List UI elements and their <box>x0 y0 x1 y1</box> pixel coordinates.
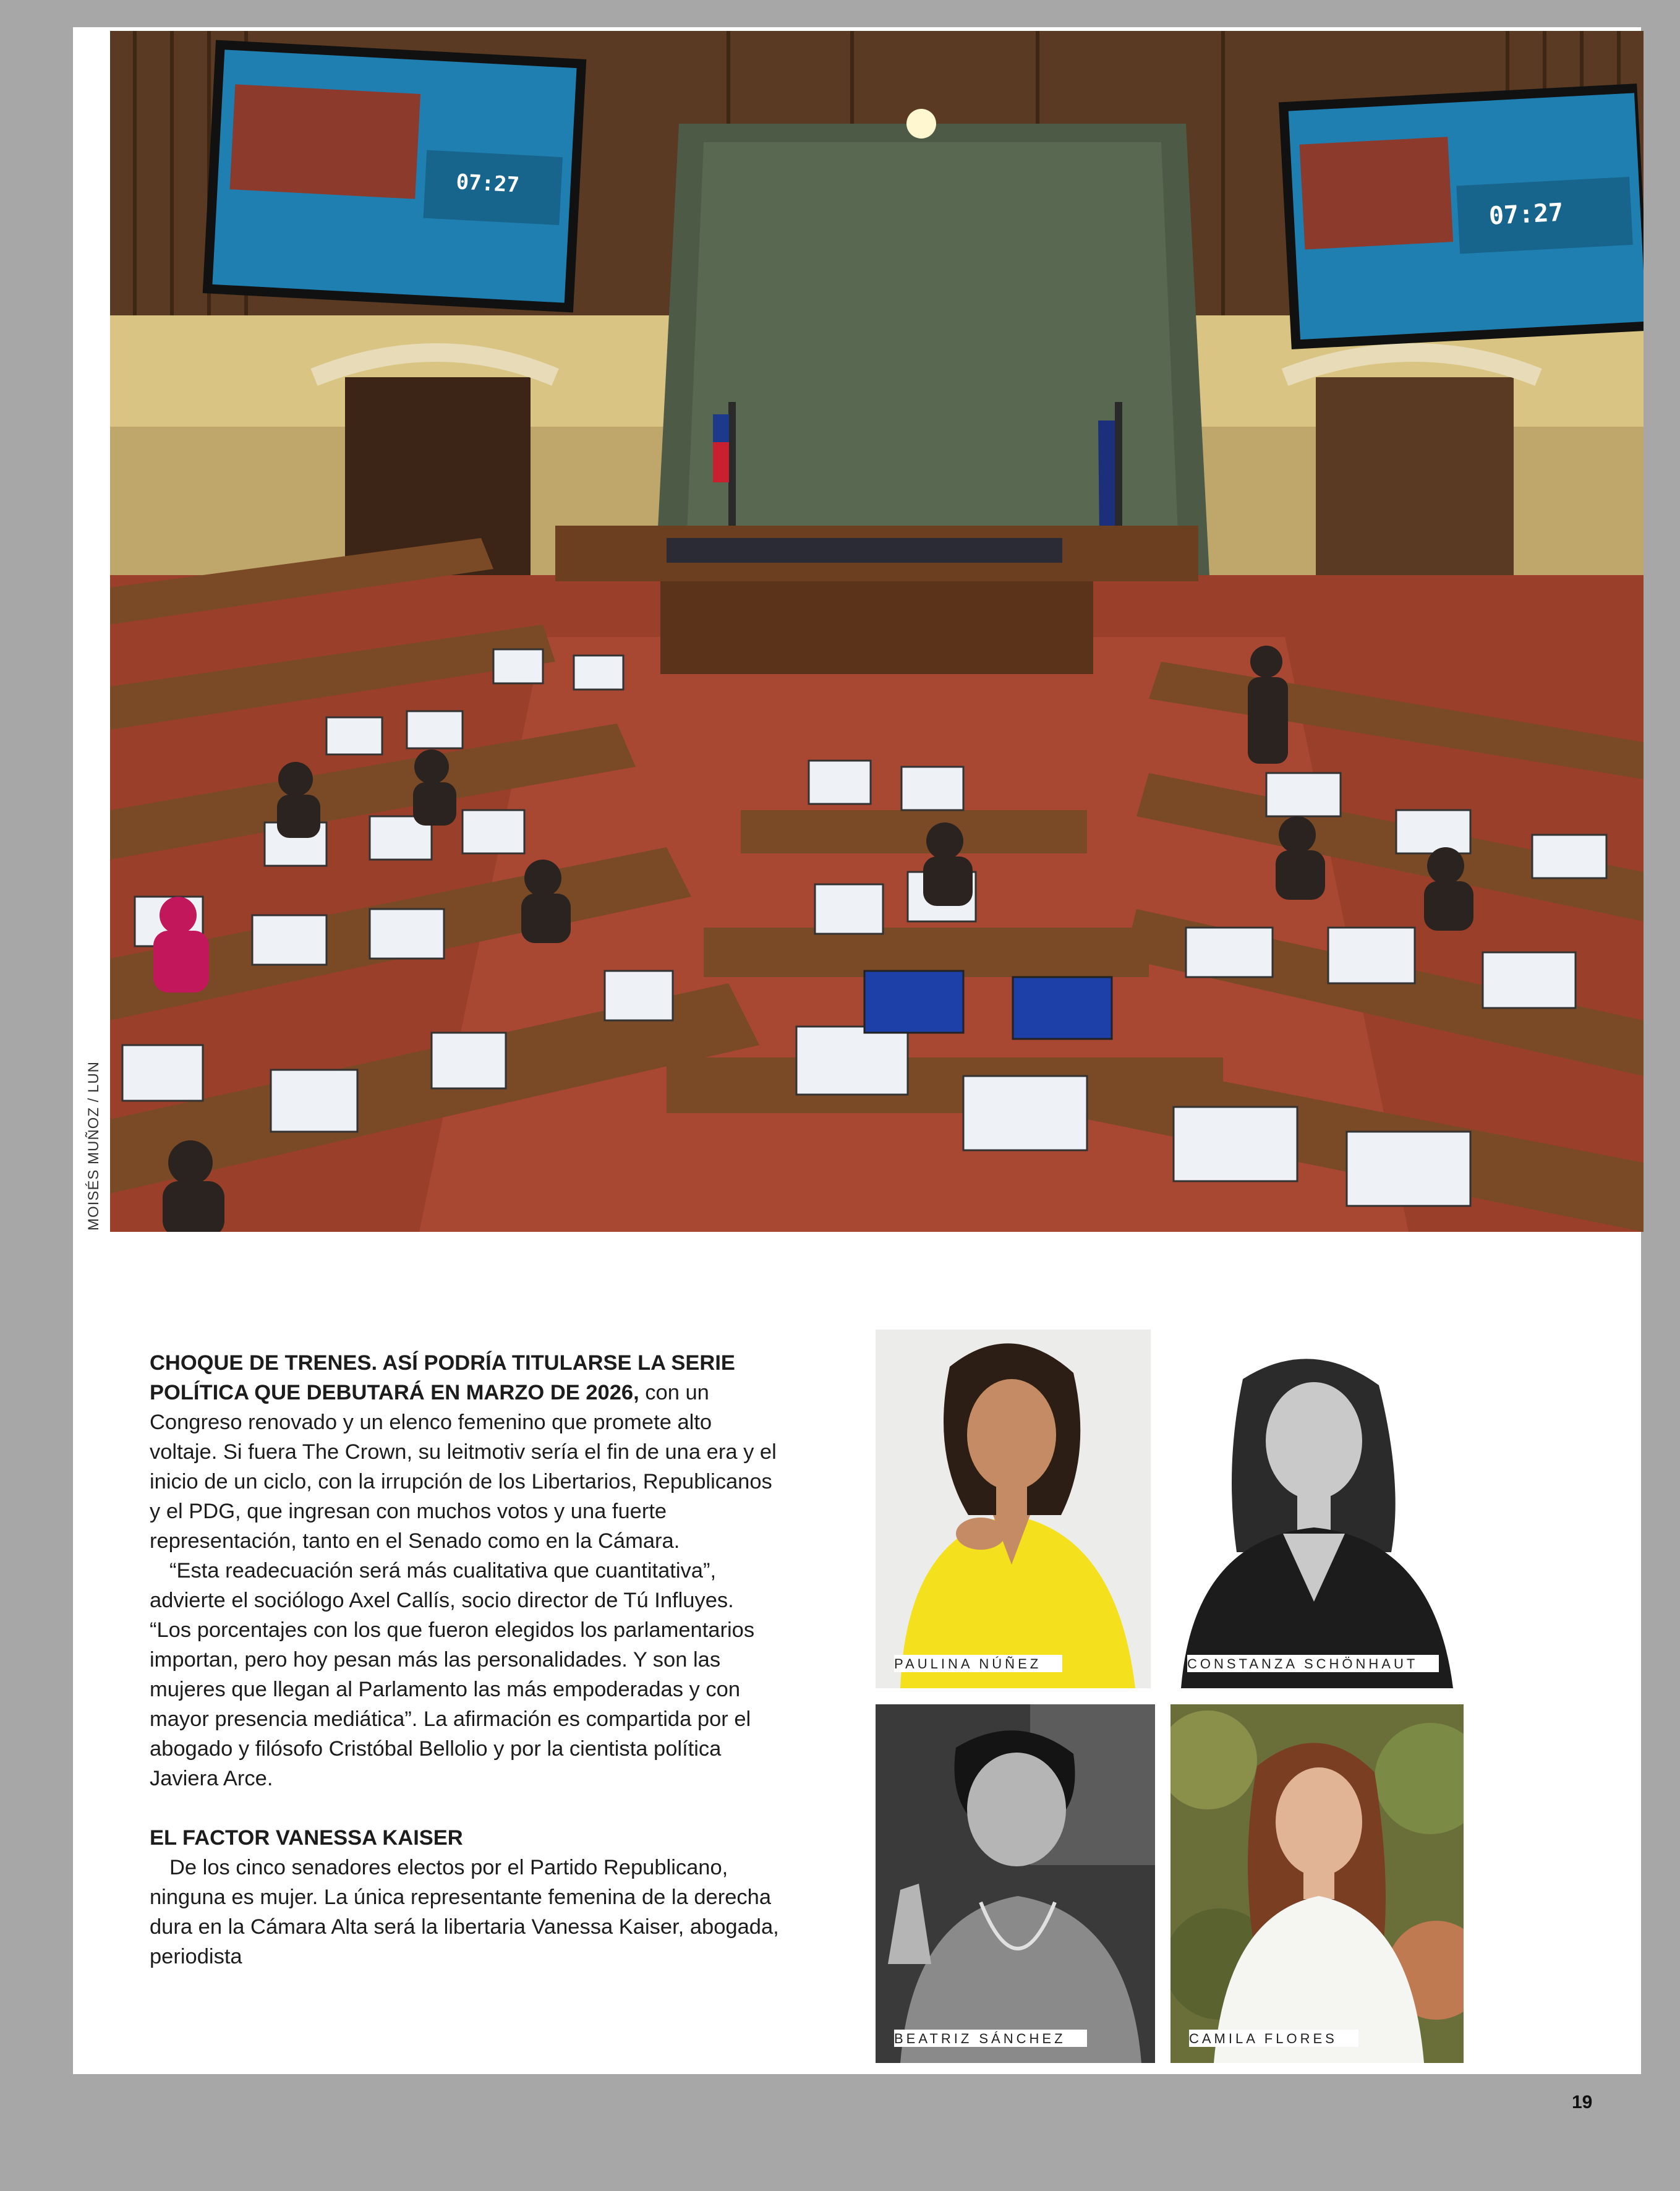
paragraph-2: “Esta readecuación será más cualitativa que cuantitativa”, advierte el sociólogo Axel Callís, socio director de Tú Influyes. “Los porcentajes con los que fueron elegidos los parlamentarios importan, pero hoy pesan más las personalidades. Y son las mujeres que llegan al Parlamento las más empoderadas y con mayor presencia mediática”. La afirmación es compartida por el abogado y filósofo Cristóbal Bellolio y por la cientista política Javiera Arce. <box>150 1559 755 1790</box>
portrait-caption: CONSTANZA SCHÖNHAUT <box>1187 1655 1439 1672</box>
portrait-constanza-schonhaut <box>1169 1330 1465 1688</box>
photo-credit: MOISÉS MUÑOZ / LUN <box>85 1061 102 1231</box>
lead-paragraph <box>150 1348 780 1556</box>
portrait-beatriz-sanchez <box>876 1704 1155 2063</box>
article-body <box>150 1348 780 1971</box>
right-screen-clock: 07:27 <box>1488 198 1564 231</box>
portrait-caption: PAULINA NÚÑEZ <box>894 1655 1062 1672</box>
lead-kicker: CHOQUE DE TRENES. ASÍ PODRÍA TITULARSE LA SERIE POLÍTICA QUE DEBUTARÁ EN MARZO DE 2026, <box>150 1351 735 1404</box>
portrait-camila-flores <box>1170 1704 1464 2063</box>
chamber-photo <box>110 31 1644 1232</box>
portrait-caption: BEATRIZ SÁNCHEZ <box>894 2030 1087 2047</box>
portrait-caption: CAMILA FLORES <box>1189 2030 1358 2047</box>
portrait-paulina-nunez <box>876 1330 1151 1688</box>
section-subheading: EL FACTOR VANESSA KAISER <box>150 1826 463 1850</box>
lead-text: con un Congreso renovado y un elenco femenino que promete alto voltaje. Si fuera The Crown, su leitmotiv sería el fin de una era y el inicio de un ciclo, con la irrupción de los Libertarios, Republicanos y el PDG, que ingresan con muchos votos y una fuerte representación, tanto en el Senado como en la Cámara. <box>150 1381 777 1553</box>
left-screen-clock: 07:27 <box>455 169 520 198</box>
paragraph-3: De los cinco senadores electos por el Partido Republicano, ninguna es mujer. La única representante femenina de la derecha dura en la Cámara Alta será la libertaria Vanessa Kaiser, abogada, periodista <box>150 1856 779 1968</box>
page-number: 19 <box>1572 2092 1593 2112</box>
